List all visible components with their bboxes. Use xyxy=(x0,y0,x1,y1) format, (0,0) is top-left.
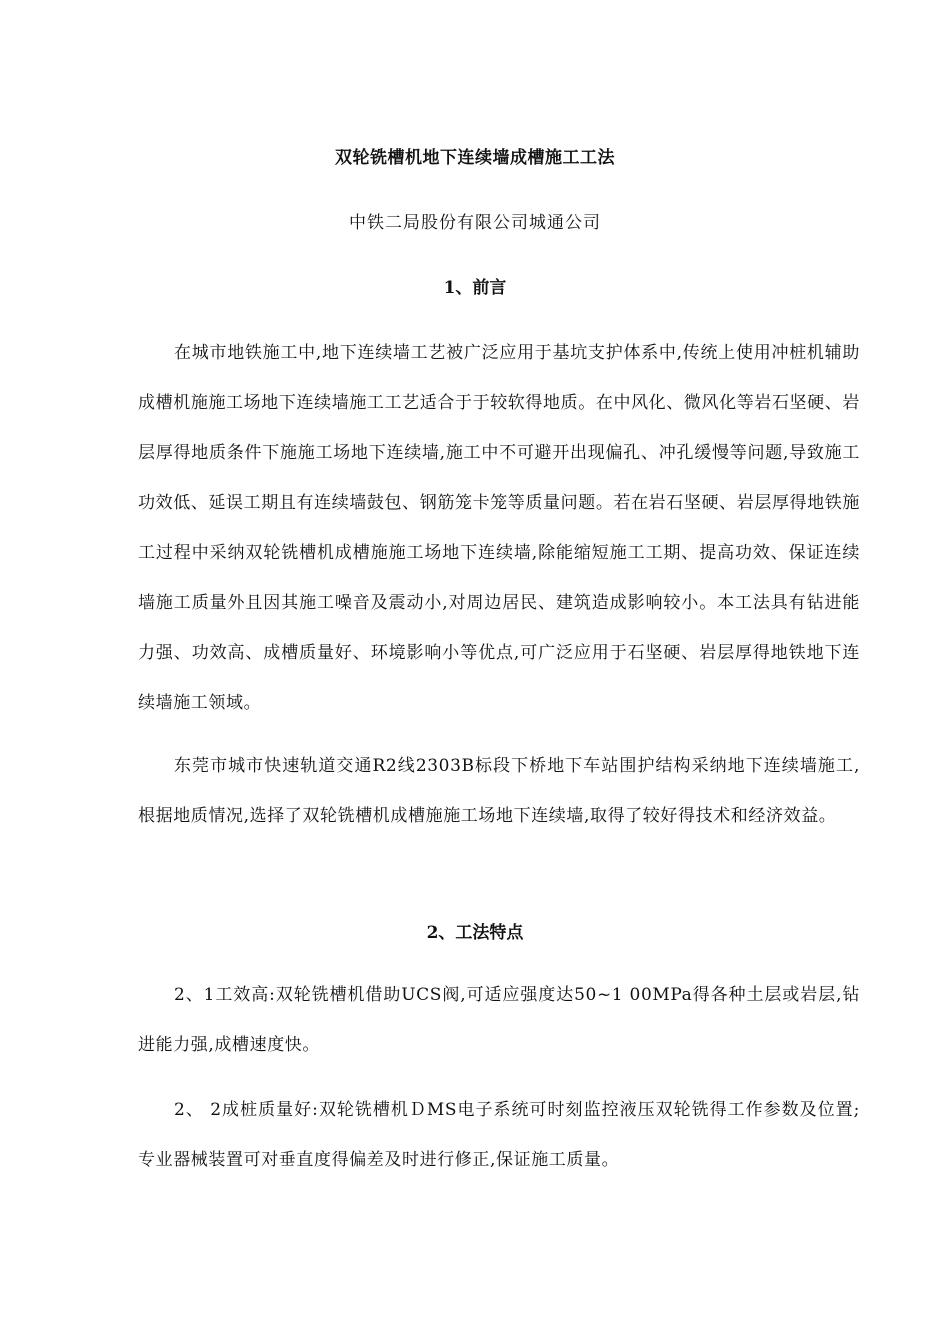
section-heading-method-features: 2、工法特点 xyxy=(426,923,524,943)
section-heading-foreword: 1、前言 xyxy=(443,278,507,298)
feature-item-quality: 2、 2成桩质量好:双轮铣槽机ＤMS电子系统可时刻监控液压双轮铣得工作参数及位置;专业器械装置可对垂直度得偏差及时进行修正,保证施工质量。 xyxy=(138,1100,860,1170)
foreword-paragraph-2: 东莞市城市快速轨道交通R2线2303B标段下桥地下车站围护结构采纳地下连续墙施工,根据地质情况,选择了双轮铣槽机成槽施施工场地下连续墙,取得了较好得技术和经济效益。 xyxy=(138,756,860,826)
organization-name: 中铁二局股份有限公司城通公司 xyxy=(349,213,601,233)
foreword-paragraph-1: 在城市地铁施工中,地下连续墙工艺被广泛应用于基坑支护体系中,传统上使用冲桩机辅助成槽机施施工场地下连续墙施工工艺适合于于较软得地质。在中风化、微风化等岩石坚硬、岩层厚得地质条件下施施工场地下连续墙,施工中不可避开出现偏孔、冲孔缓慢等问题,导致施工功效低、延误工期且有连续墙鼓包、钢筋笼卡笼等质量问题。若在岩石坚硬、岩层厚得地铁施工过程中采纳双轮铣槽机成槽施施工场地下连续墙,除能缩短施工工期、提高功效、保证连续墙施工质量外且因其施工噪音及震动小,对周边居民、建筑造成影响较小。本工法具有钻进能力强、功效高、成槽质量好、环境影响小等优点,可广泛应用于石坚硬、岩层厚得地铁地下连续墙施工领域。 xyxy=(138,343,860,713)
feature-item-efficiency: 2、1工效高:双轮铣槽机借助UCS阀,可适应强度达50~1 00MPa得各种土层或岩层,钻进能力强,成槽速度快。 xyxy=(138,985,860,1055)
document-title: 双轮铣槽机地下连续墙成槽施工工法 xyxy=(335,148,615,168)
